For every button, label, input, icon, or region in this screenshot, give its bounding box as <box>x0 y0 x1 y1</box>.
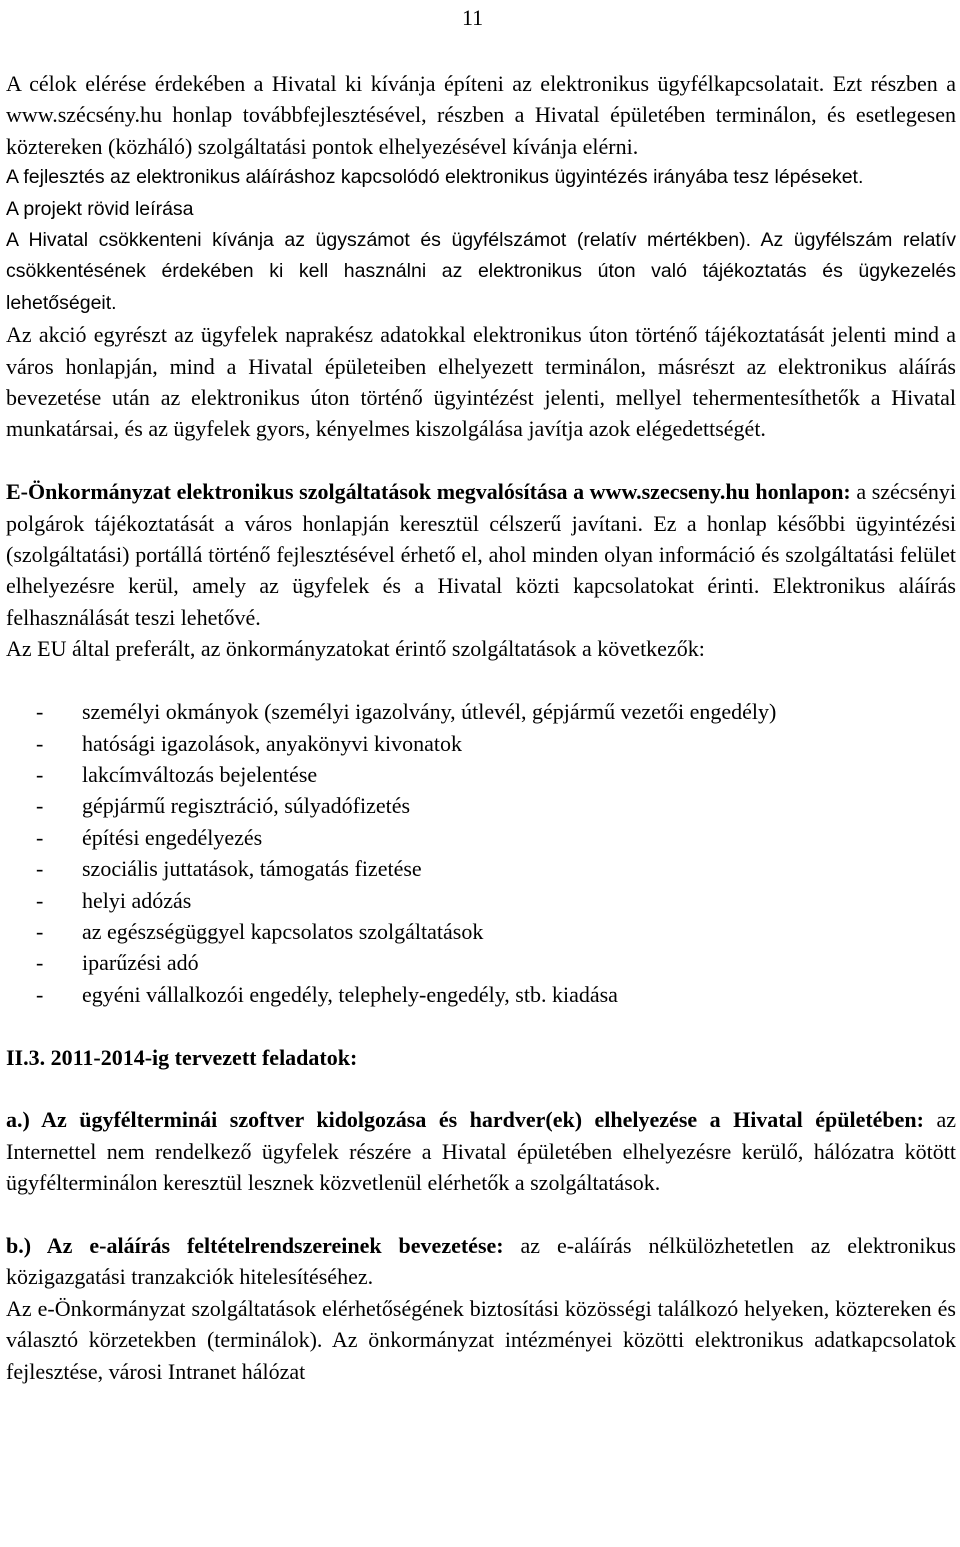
service-label: iparűzési adó <box>82 950 199 976</box>
service-label: az egészségüggyel kapcsolatos szolgáltatások <box>82 918 484 944</box>
intro-paragraph: A célok elérése érdekében a Hivatal ki kívánja építeni az elektronikus ügyfélkapcsolatait. Ezt részben a www.szécsény.hu honlap továbbfejlesztésével, részben a Hivatal épületében terminálon, és esetlegesen köztereken (közháló) szolgáltatási pontok elhelyezésével kívánja elérni. <box>6 71 956 159</box>
list-dash: - <box>36 730 44 756</box>
eonk-paragraph <box>6 476 956 633</box>
spacer <box>6 1073 956 1104</box>
service-list-item <box>6 696 956 727</box>
project-heading: A projekt rövid leírása <box>6 197 194 220</box>
service-label: szociális juttatások, támogatás fizetése <box>82 856 422 882</box>
service-list-item <box>6 979 956 1010</box>
action-paragraph: Az akció egyrészt az ügyfelek naprakész adatokkal elektronikus úton történő tájékoztatását jelenti mind a város honlapján, mind a Hivatal épületeiben elhelyezett terminálon, másrészt az elektronikus aláírás bevezetése után az elektronikus úton történő ügyintézést jelenti, mellyel tehermentesíthetők a Hivatal munkatársai, és az ügyfelek gyors, kényelmes kiszolgálása javítja azok elégedettségét. <box>6 322 956 442</box>
list-dash: - <box>36 950 44 976</box>
service-list-item <box>6 728 956 759</box>
task-b-bold-lead: b.) Az e-aláírás feltételrendszereinek bevezetése: <box>6 1232 504 1258</box>
list-dash: - <box>36 918 44 944</box>
service-list-item <box>6 916 956 947</box>
task-a-paragraph <box>6 1104 956 1198</box>
project-paragraph: A Hivatal csökkenteni kívánja az ügyszámot és ügyfélszámot (relatív mértékben). Az ügyfélszám relatív csökkentésének érdekében ki kell használni az elektronikus úton való tájékoztatás és ügykezelés lehetőségeit. <box>6 229 956 314</box>
service-label: személyi okmányok (személyi igazolvány, útlevél, gépjármű vezetői engedély) <box>82 699 777 725</box>
development-paragraph: A fejlesztés az elektronikus aláíráshoz kapcsolódó elektronikus ügyintézés irányába tesz lépéseket. <box>6 166 864 189</box>
list-dash: - <box>36 761 44 787</box>
services-list <box>6 696 956 1010</box>
service-label: lakcímváltozás bejelentése <box>82 761 318 787</box>
service-list-item <box>6 822 956 853</box>
service-list-item <box>6 759 956 790</box>
service-list-item <box>6 947 956 978</box>
service-label: helyi adózás <box>82 887 192 913</box>
document-body <box>6 68 956 1387</box>
spacer <box>6 665 956 696</box>
service-list-item <box>6 853 956 884</box>
list-dash: - <box>36 699 44 725</box>
task-b-text: az e-aláírás nélkülözhetetlen az elektronikus közigazgatási tranzakciók hitelesítéséhez. <box>6 1232 956 1290</box>
list-dash: - <box>36 887 44 913</box>
service-label: építési engedélyezés <box>82 824 263 850</box>
task-b-paragraph <box>6 1230 956 1293</box>
spacer <box>6 1010 956 1041</box>
list-dash: - <box>36 981 44 1007</box>
task-a-bold-lead: a.) Az ügyfélterminái szoftver kidolgozása és hardver(ek) elhelyezése a Hivatal épületében: <box>6 1107 924 1133</box>
list-dash: - <box>36 793 44 819</box>
page-number: 11 <box>462 5 484 30</box>
spacer <box>6 445 956 476</box>
service-list-item <box>6 885 956 916</box>
list-dash: - <box>36 824 44 850</box>
service-label: hatósági igazolások, anyakönyvi kivonatok <box>82 730 463 756</box>
spacer <box>6 1199 956 1230</box>
eonk-bold-lead: E-Önkormányzat elektronikus szolgáltatások megvalósítása a www.szecseny.hu honlapon: <box>6 479 851 505</box>
eonk-text: a szécsényi polgárok tájékoztatását a város honlapján keresztül célszerű javítani. Ez a honlap későbbi ügyintézési (szolgáltatási) portállá történő fejlesztésével érhető el, ahol minden olyan információ és szolgáltatási felület elhelyezésre kerül, amely az ügyfelek és a Hivatal közti kapcsolatokat érinti. Elektronikus aláírás felhasználását teszi lehetővé. <box>6 479 957 630</box>
task-a-text: az Internettel nem rendelkező ügyfelek részére a Hivatal épületében elhelyezésre kerülő, hálózatra kötött ügyfélterminálon keresztül lesznek közvetlenül elérhetők a szolgáltatások. <box>6 1107 957 1196</box>
service-list-item <box>6 790 956 821</box>
closing-paragraph: Az e-Önkormányzat szolgáltatások elérhetőségének biztosítási közösségi találkozó helyeken, köztereken és választó körzetekben (terminálok). Az önkormányzat intézményei közötti elektronikus adatkapcsolatok fejlesztése, városi Intranet hálózat <box>6 1295 956 1384</box>
list-dash: - <box>36 856 44 882</box>
service-label: egyéni vállalkozói engedély, telephely-engedély, stb. kiadása <box>82 981 618 1007</box>
service-label: gépjármű regisztráció, súlyadófizetés <box>82 793 411 819</box>
eu-services-intro: Az EU által preferált, az önkormányzatokat érintő szolgáltatások a következők: <box>6 636 705 662</box>
section-heading: II.3. 2011-2014-ig tervezett feladatok: <box>6 1044 358 1070</box>
